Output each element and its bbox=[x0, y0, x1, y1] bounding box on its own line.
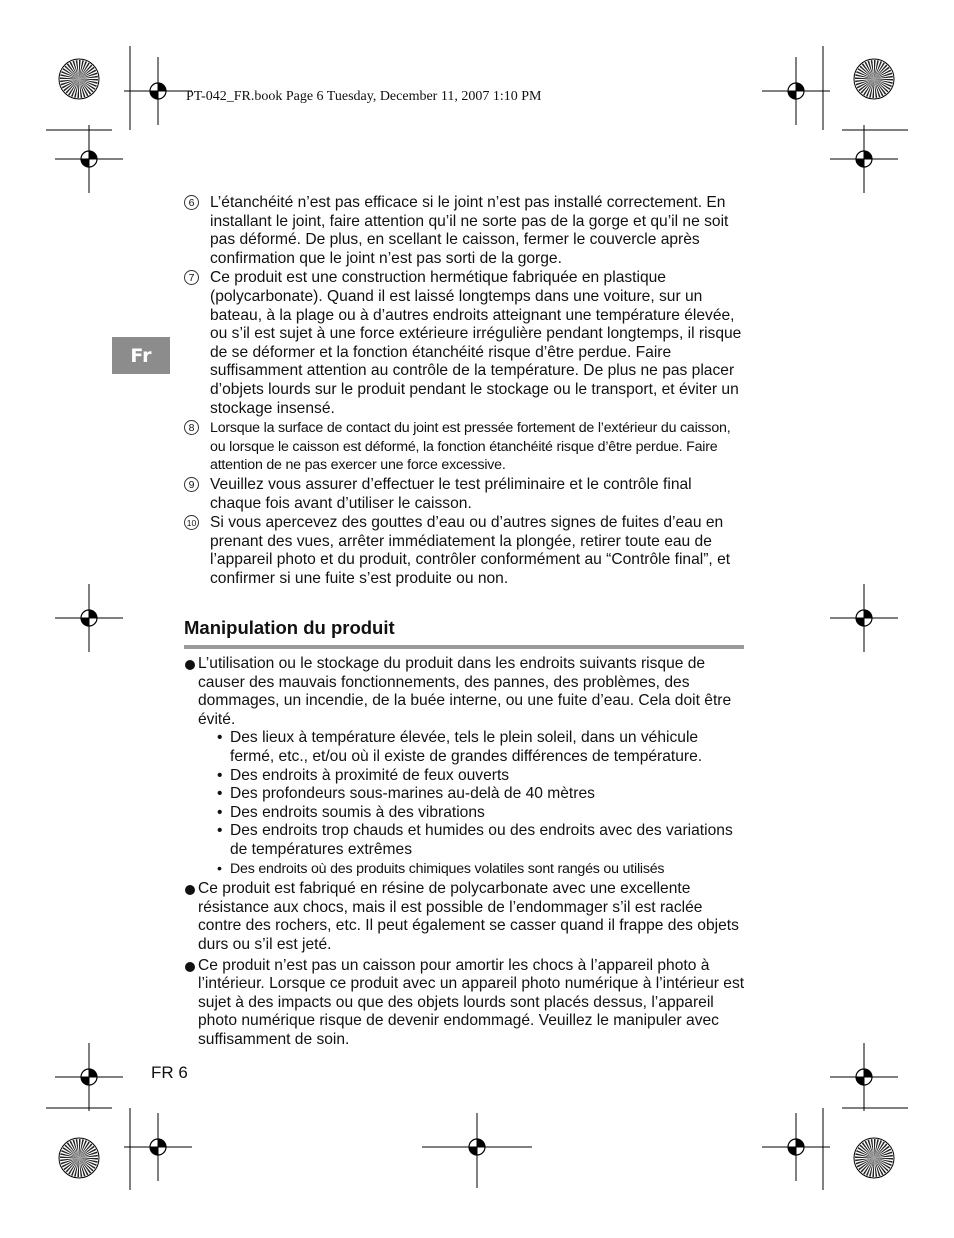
list-item-text: Ce produit est une construction hermétique fabriquée en plastique (polycarbonate). Quand il est laissé longtemps dans une voiture, sur un bateau, à la plage ou à d’autres endroits atteignant une température élevée, ou s’il est sujet à une force extérieure irrégulière pendant longtemps, il risque de se déformer et la fonction étanchéité risque d’être perdue. Faire suffisamment attention au contrôle de la température. De plus ne pas placer d’objets lourds sur le produit pendant le stockage ou le transport, et éviter un stockage insensé. bbox=[210, 269, 742, 417]
print-slug: PT-042_FR.book Page 6 Tuesday, December 11, 2007 1:10 PM bbox=[186, 89, 542, 104]
numbered-list bbox=[184, 194, 744, 589]
circled-number: 7 bbox=[184, 270, 199, 285]
bullet-text: Ce produit est fabriqué en résine de polycarbonate avec une excellente résistance aux chocs, mais il est possible de l’endommager s’il est raclée contre des rochers, etc. Il peut également se casser quand il frappe des objets durs ou s’il est jeté. bbox=[198, 880, 739, 953]
sub-item: • Des endroits où des produits chimiques volatiles sont rangés ou utilisés bbox=[217, 860, 665, 877]
color-wheel-icon bbox=[59, 1138, 99, 1178]
sub-item-text: Des endroits où des produits chimiques volatiles sont rangés ou utilisés bbox=[230, 860, 665, 877]
page-number: FR 6 bbox=[151, 1063, 188, 1082]
sub-item: • Des endroits soumis à des vibrations bbox=[217, 803, 485, 821]
circled-number: 9 bbox=[184, 477, 199, 492]
sub-item-text: Des lieux à température élevée, tels le plein soleil, dans un véhicule fermé, etc., et/ou où il existe de grandes différences de température. bbox=[230, 729, 703, 765]
list-item-text: L’étanchéité n’est pas efficace si le joint n’est pas installé correctement. En installant le joint, faire attention qu’il ne sorte pas de la gorge et qu’il ne soit pas déformé. De plus, en scellant le caisson, fermer le couvercle après confirmation que le joint n’est pas sorti de la gorge. bbox=[210, 194, 729, 267]
registration-mark-icon bbox=[55, 125, 123, 193]
color-wheel-icon bbox=[854, 59, 894, 99]
list-item-text: Veuillez vous assurer d’effectuer le test préliminaire et le contrôle final chaque fois avant d’utiliser le caisson. bbox=[210, 475, 692, 512]
bullet-text: L’utilisation ou le stockage du produit dans les endroits suivants risque de causer des mauvais fonctionnements, des pannes, des problèmes, des dommages, un incendie, de la buée interne, ou une fuite d’eau. Cela doit être évité. bbox=[198, 655, 732, 728]
registration-mark-icon bbox=[124, 57, 192, 125]
list-item bbox=[184, 419, 744, 475]
heading-rule bbox=[184, 645, 744, 649]
bullet-icon bbox=[185, 962, 195, 972]
sub-item-text: Des endroits soumis à des vibrations bbox=[230, 803, 485, 821]
registration-mark-icon bbox=[830, 584, 898, 652]
registration-mark-icon bbox=[830, 1043, 898, 1111]
bullet-list bbox=[184, 655, 746, 1051]
sub-item: • Des profondeurs sous-marines au-delà de 40 mètres bbox=[217, 785, 595, 803]
circled-number: 10 bbox=[184, 515, 199, 530]
registration-mark-icon bbox=[762, 1113, 830, 1181]
circled-number: 8 bbox=[184, 420, 199, 435]
registration-mark-icon bbox=[124, 1113, 192, 1181]
list-item-text: Lorsque la surface de contact du joint est pressée fortement de l’extérieur du caisson, ou lorsque le caisson est déformé, la fonction étanchéité risque d’être perdue. Faire attention de ne pas exercer une force excessive. bbox=[210, 420, 731, 474]
sub-list bbox=[198, 729, 746, 878]
registration-mark-icon bbox=[55, 584, 123, 652]
list-item bbox=[184, 514, 744, 588]
list-item-text: Si vous apercevez des gouttes d’eau ou d’autres signes de fuites d’eau en prenant des vues, arrêter immédiatement la plongée, retirer toute eau de l’appareil photo et du produit, contrôler conformément au “Contrôle final”, et confirmer si une fuite s’est produite ou non. bbox=[210, 514, 731, 587]
list-item bbox=[184, 269, 744, 418]
bullet-item bbox=[184, 957, 746, 1050]
bullet-text: Ce produit n’est pas un caisson pour amortir les chocs à l’appareil photo à l’intérieur. Lorsque ce produit avec un appareil photo numérique à l’intérieur est sujet à des impacts ou que des objets lourds sont placés dessus, l’appareil photo numérique risque de devenir endommagé. Veuillez le manipuler avec suffisamment de soin. bbox=[198, 956, 745, 1048]
color-wheel-icon bbox=[854, 1138, 894, 1178]
sub-item: • Des lieux à température élevée, tels le plein soleil, dans un véhicule fermé, etc., et/ou où il existe de grandes différences de température. bbox=[217, 729, 703, 765]
registration-mark-icon bbox=[762, 57, 830, 125]
circled-number: 6 bbox=[184, 195, 199, 210]
bullet-item bbox=[184, 655, 746, 878]
sub-item-text: Des profondeurs sous-marines au-delà de 40 mètres bbox=[230, 785, 595, 803]
sub-item: • Des endroits à proximité de feux ouverts bbox=[217, 766, 510, 784]
registration-mark-icon bbox=[55, 1043, 123, 1111]
language-tab: Fr bbox=[112, 337, 170, 374]
list-item bbox=[184, 476, 744, 513]
sub-item: • Des endroits trop chauds et humides ou des endroits avec des variations de températures extrêmes bbox=[217, 822, 733, 858]
color-wheel-icon bbox=[59, 59, 99, 99]
bullet-icon bbox=[185, 660, 195, 670]
bullet-item bbox=[184, 880, 746, 954]
sub-item-text: Des endroits à proximité de feux ouverts bbox=[230, 766, 510, 784]
bullet-icon bbox=[185, 885, 195, 895]
section-heading: Manipulation du produit bbox=[184, 617, 395, 638]
registration-mark-icon bbox=[830, 125, 898, 193]
list-item bbox=[184, 194, 744, 268]
sub-item-text: Des endroits trop chauds et humides ou des endroits avec des variations de températures extrêmes bbox=[230, 822, 733, 858]
